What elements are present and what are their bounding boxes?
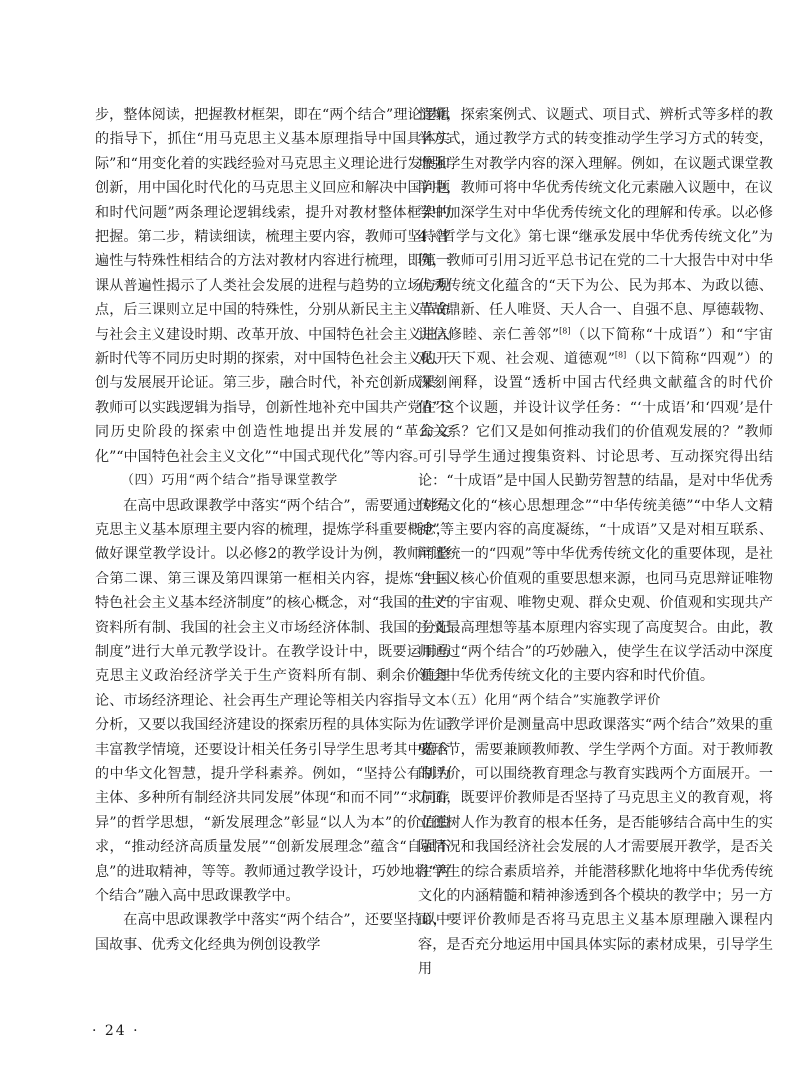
body-paragraph: 在高中思政课教学中落实“两个结合”，需要通过对马克思主义基本原理主要内容的梳理，提炼学科重要概念，做好课堂教学设计。以必修2的教学设计为例，教师可整合第二课、第三课及第四课第一框相关内容，提炼“中国特色社会主义基本经济制度”的核心概念，对“我国的生产资料所有制、我国的社会主义市场经济体制、我国的分配制度”进行大单元教学设计。在教学设计中，既要运用马克思主义政治经济学关于生产资料所有制、剩余价值理论、市场经济理论、社会再生产理论等相关内容指导文本分析，又要以我国经济建设的探索历程的具体实际为佐证丰富教学情境，还要设计相关任务引导学生思考其中蕴含的中华文化智慧，提升学科素养。例如，“坚持公有制为主体、多种所有制经济共同发展”体现“和而不同”“求同存异”的哲学思想，“新发展理念”彰显“以人为本”的价值追求，“推动经济高质量发展”“创新发展理念”蕴含“自强不息”的进取精神，等等。教师通过教学设计，巧妙地将“两个结合”融入高中思政课教学中。: [95, 497, 450, 904]
paragraph-text: （以下简称“四观”）的深刻阐释，设置“透析中国古代经典文献蕴含的时代价值”这个议题，并设计议学任务：“‘十成语’和‘四观’是什么关系？它们又是如何推动我们的价值观发展的？”教师可引导学生通过搜集资料、讨论思考、互动探究得出结论：“十成语”是中国人民勤劳智慧的结晶，是对中华优秀传统文化的“核心思想理念”“中华传统美德”“中华人文精神”等主要内容的高度凝练，“十成语”又是对相互联系、辩证统一的“四观”等中华优秀传统文化的重要体现，是社会主义核心价值观的重要思想来源，也同马克思辩证唯物主义的宇宙观、唯物史观、群众史观、价值观和实现共产主义最高理想等基本原理内容实现了高度契合。由此，教师通过“两个结合”的巧妙融入，使学生在议学活动中深度领会中华优秀传统文化的主要内容和时代价值。: [418, 351, 773, 685]
section-heading: （四）巧用“两个结合”指导课堂教学: [121, 473, 338, 489]
citation-ref[interactable]: [8]: [614, 350, 627, 360]
page-number: · 24 ·: [92, 1023, 140, 1039]
paragraph-text: （以下简称“十成语”）和“宇宙观、天下观、社会观、道德观”: [418, 326, 773, 368]
citation-ref[interactable]: [8]: [559, 325, 571, 335]
body-paragraph: 教学评价是测量高中思政课落实“两个结合”效果的重要环节，需要兼顾教师教、学生学两个方面。对于教师教的评价，可以围绕教育理念与教育实践两个方面展开。一方面，既要评价教师是否坚持了马克思主义的教育观，将立德树人作为教育的根本任务，是否能够结合高中生的实际情况和我国经济社会发展的人才需要展开教学，是否关注学生的综合素质培养，并能潜移默化地将中华优秀传统文化的内涵精髓和精神渗透到各个模块的教学中；另一方面，要评价教师是否将马克思主义基本原理融入课程内容，是否充分地运用中国具体实际的素材成果，引导学生用: [418, 717, 773, 978]
body-paragraph: 步，整体阅读，把握教材框架，即在“两个结合”理论逻辑的指导下，抓住“用马克思主义基本原理指导中国具体实际”和“用变化着的实践经验对马克思主义理论进行发展和创新，用中国化时代化的马克思主义回应和解决中国问题和时代问题”两条理论逻辑线索，提升对教材整体框架的把握。第二步，精读细读，梳理主要内容，教师可坚持普遍性与特殊性相结合的方法对教材内容进行梳理，即第一课从普遍性揭示了人类社会发展的进程与趋势的立场与观点，后三课则立足中国的特殊性，分别从新民主主义革命与社会主义建设时期、改革开放、中国特色社会主义进入新时代等不同历史时期的探索，对中国特色社会主义的开创与发展展开论证。第三步，融合时代，补充创新成果。教师可以实践逻辑为指导，创新性地补充中国共产党在不同历史阶段的探索中创造性地提出并发展的“革命文化”“中国特色社会主义文化”“中国式现代化”等内容。: [95, 107, 450, 465]
body-paragraph: [418, 103, 773, 689]
paragraph-text: 情境，探索案例式、议题式、项目式、辨析式等多样的教学方式，通过教学方式的转变推动学生学习方式的转变，增强学生对教学内容的深入理解。例如，在议题式课堂教学中，教师可将中华优秀传统文化元素融入议题中，在议学中加深学生对中华优秀传统文化的理解和传承。以必修4《哲学与文化》第七课“继承发展中华优秀传统文化”为例，教师可引用习近平总书记在党的二十大报告中对中华优秀传统文化蕴含的“天下为公、民为邦本、为政以德、革故鼎新、任人唯贤、天人合一、自强不息、厚德载物、讲信修睦、亲仁善邻”: [418, 107, 773, 343]
body-paragraph: 在高中思政课教学中落实“两个结合”，还要坚持以中国故事、优秀文化经典为例创设教学: [95, 912, 450, 953]
left-column: [95, 103, 450, 957]
right-column: [418, 103, 773, 982]
section-heading: （五）化用“两个结合”实施教学评价: [444, 692, 661, 708]
